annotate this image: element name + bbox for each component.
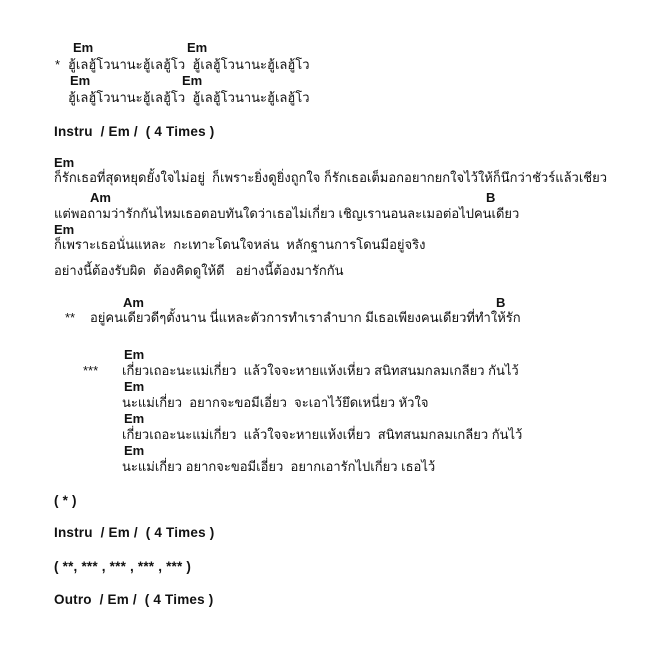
chord-em: Em [124, 443, 145, 458]
chord-b: B [496, 295, 506, 310]
hook-line: อยู่คนเดียวดีๆตั้งนาน นี่แหละตัวการทำเราลำบาก มีเธอเพียงคนเดียวที่ทำให้รัก [90, 310, 521, 325]
section-marker-star: * [55, 57, 61, 72]
chord-em: Em [124, 347, 145, 362]
chord-em: Em [187, 40, 208, 55]
verse-line: ก็เพราะเธอนั่นแหละ กะเทาะโดนใจหล่น หลักฐานการโดนมีอยู่จริง [54, 237, 426, 252]
chord-am: Am [123, 295, 144, 310]
chord-b: B [486, 190, 496, 205]
chord-em: Em [124, 379, 145, 394]
intro-lyric-line: ฮู้เลฮู้โวนานะฮู้เลฮู้โว ฮู้เลฮู้โวนานะฮู้เลฮู้โว [68, 90, 310, 105]
chorus-line: เกี่ยวเถอะนะแม่เกี่ยว แล้วใจจะหายแห้งเหี่ยว สนิทสนมกลมเกลียว กันไว้ [122, 363, 519, 378]
chord-am: Am [90, 190, 111, 205]
verse-line: ก็รักเธอที่สุดหยุดยั้งใจไม่อยู่ ก็เพราะยิ่งดูยิ่งถูกใจ ก็รักเธอเต็มอกอยากยกใจไว้ให้ก็นึกว่าชัวร์แล้วเชียว [54, 170, 608, 185]
instru-direction: Instru / Em / ( 4 Times ) [54, 525, 215, 540]
repeat-star-direction: ( * ) [54, 493, 77, 508]
chord-em: Em [54, 155, 75, 170]
instru-direction: Instru / Em / ( 4 Times ) [54, 124, 215, 139]
chord-em: Em [70, 73, 91, 88]
chord-em: Em [54, 222, 75, 237]
chord-em: Em [182, 73, 203, 88]
pre-chorus-line: อย่างนี้ต้องรับผิด ต้องคิดดูให้ดี อย่างนี้ต้องมารักกัน [54, 263, 344, 278]
outro-direction: Outro / Em / ( 4 Times ) [54, 592, 214, 607]
chord-em: Em [73, 40, 94, 55]
chorus-line: เกี่ยวเถอะนะแม่เกี่ยว แล้วใจจะหายแห้งเหี่ยว สนิทสนมกลมเกลียว กันไว้ [122, 427, 523, 442]
repeat-sequence-direction: ( **, *** , *** , *** , *** ) [54, 559, 192, 574]
chorus-line: นะแม่เกี่ยว อยากจะขอมีเอี่ยว จะเอาไว้ยึดเหนี่ยว หัวใจ [122, 395, 429, 410]
chord-em: Em [124, 411, 145, 426]
section-marker-triple-star: *** [83, 363, 99, 378]
chorus-line: นะแม่เกี่ยว อยากจะขอมีเอี่ยว อยากเอารักไปเกี่ยว เธอไว้ [122, 459, 436, 474]
section-marker-double-star: ** [65, 310, 76, 325]
verse-line: แต่พอถามว่ารักกันไหมเธอตอบทันใดว่าเธอไม่เกี่ยว เชิญเรานอนละเมอต่อไปคนเดียว [54, 206, 520, 221]
intro-lyric-line: ฮู้เลฮู้โวนานะฮู้เลฮู้โว ฮู้เลฮู้โวนานะฮู้เลฮู้โว [68, 57, 310, 72]
